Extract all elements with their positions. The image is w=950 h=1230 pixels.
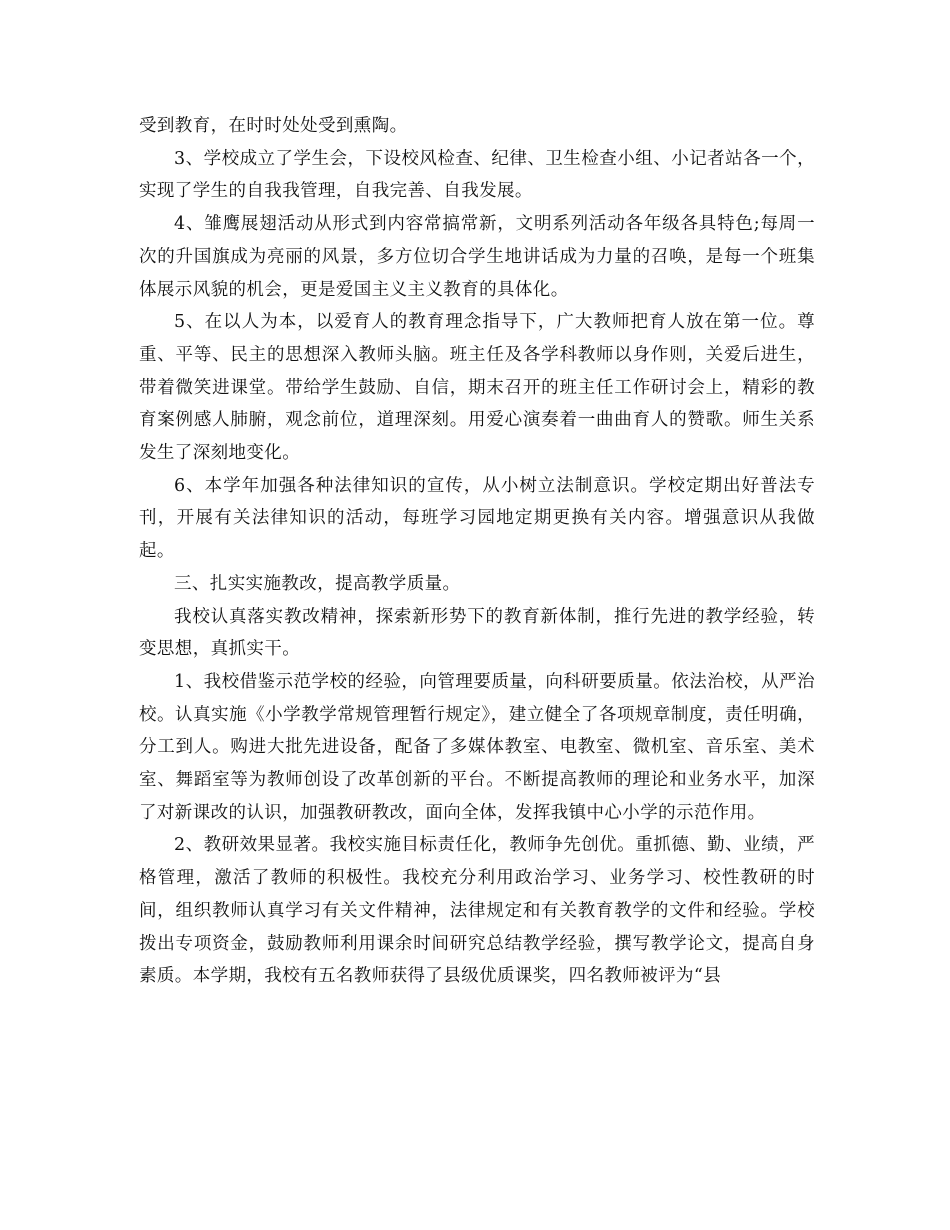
section-heading-3: 三、扎实实施教改，提高教学质量。: [174, 573, 461, 594]
paragraph-item-2: 2、教研效果显著。我校实施目标责任化，教师争先创优。重抓德、勤、业绩，严格管理，激活了教师的积极性。我校充分利用政治学习、业务学习、校性教研的时间，组织教师认真学习有关文件精神，法律规定和有关教育教学的文件和经验。学校拨出专项资金，鼓励教师利用课余时间研究总结教学经验，撰写教学论文，提高自身素质。本学期，我校有五名教师获得了县级优质课奖，四名教师被评为“县: [139, 835, 815, 987]
paragraph-item-6: 6、本学年加强各种法律知识的宣传，从小树立法制意识。学校定期出好普法专刊，开展有关法律知识的活动，每班学习园地定期更换有关内容。增强意识从我做起。: [139, 475, 815, 562]
paragraph-item-4: 4、雏鹰展翅活动从形式到内容常搞常新，文明系列活动各年级各具特色;每周一次的升国旗成为亮丽的风景，多方位切合学生地讲话成为力量的召唤，是每一个班集体展示风貌的机会，更是爱国主义主义教育的具体化。: [139, 214, 815, 300]
paragraph-item-3: 3、学校成立了学生会，下设校风检查、纪律、卫生检查小组、小记者站各一个，实现了学生的自我我管理，自我完善、自我发展。: [139, 148, 815, 202]
paragraph-continuation: 受到教育，在时时处处受到熏陶。: [139, 116, 408, 136]
paragraph-item-1: 1、我校借鉴示范学校的经验，向管理要质量，向科研要质量。依法治校，从严治校。认真实施《小学教学常规管理暂行规定》，建立健全了各项规章制度，责任明确，分工到人。购进大批先进设备，配备了多媒体教室、电教室、微机室、音乐室、美术室、舞蹈室等为教师创设了改革创新的平台。不断提高教师的理论和业务水平，加深了对新课改的认识，加强教研教改，面向全体，发挥我镇中心小学的示范作用。: [139, 671, 815, 823]
document-body: [139, 110, 815, 993]
paragraph-item-5: 5、在以人为本，以爱育人的教育理念指导下，广大教师把育人放在第一位。尊重、平等、民主的思想深入教师头脑。班主任及各学科教师以身作则，关爱后进生，带着微笑进课堂。带给学生鼓励、自信，期末召开的班主任工作研讨会上，精彩的教育案例感人肺腑，观念前位，道理深刻。用爱心演奏着一曲曲育人的赞歌。师生关系发生了深刻地变化。: [139, 312, 815, 464]
section-intro: 我校认真落实教改精神，探索新形势下的教育新体制，推行先进的教学经验，转变思想，真抓实干。: [139, 606, 815, 660]
